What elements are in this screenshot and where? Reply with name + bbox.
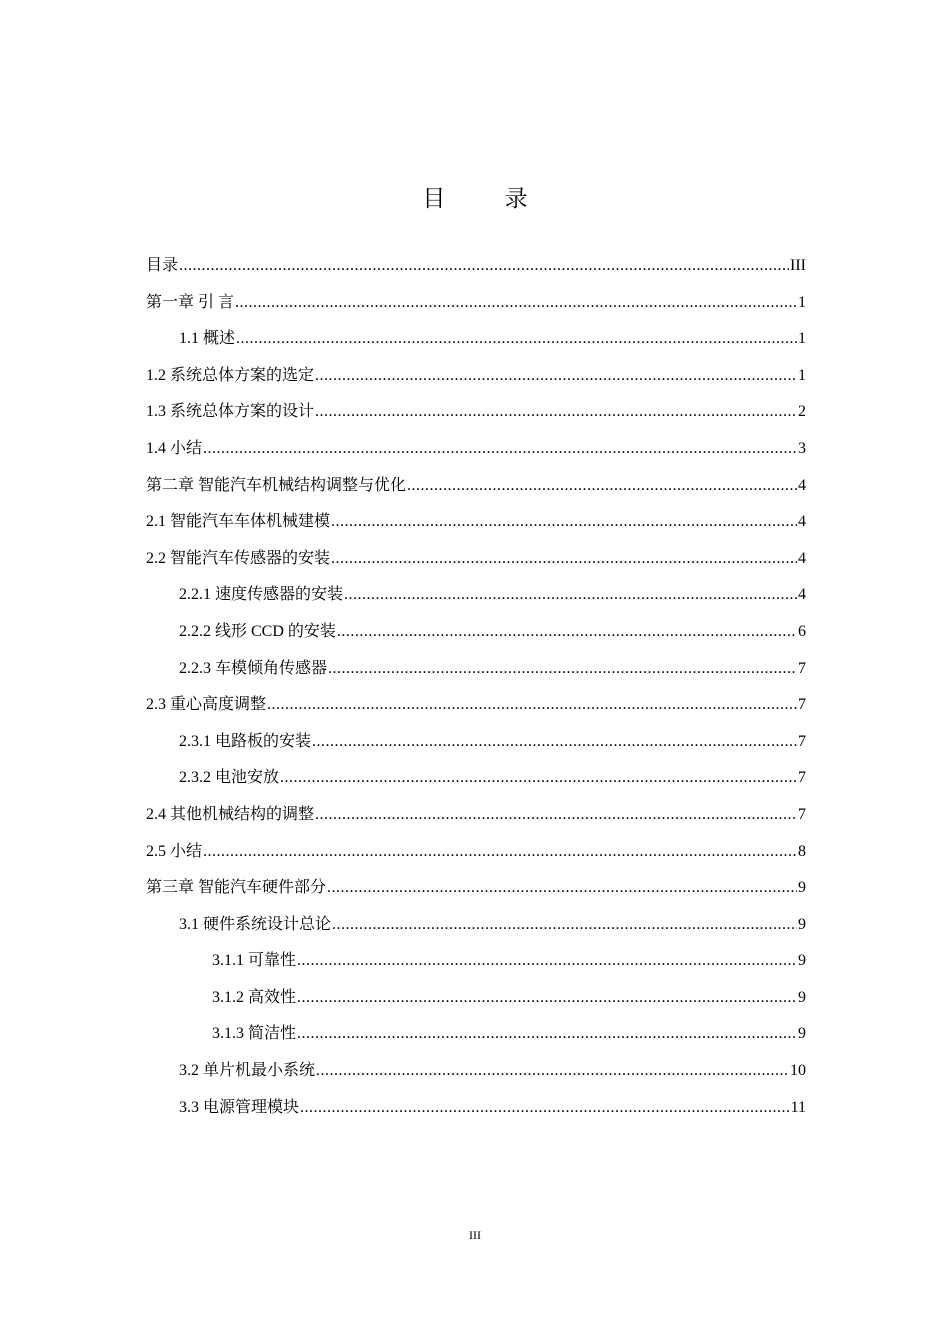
toc-entry-label: 3.1.1 可靠性 — [212, 952, 297, 970]
toc-entry-page: 1 — [798, 293, 806, 311]
toc-dot-leader — [316, 1053, 789, 1090]
toc-entry[interactable] — [146, 358, 806, 395]
toc-entry[interactable] — [146, 980, 806, 1017]
toc-entry-label: 2.4 其他机械结构的调整 — [146, 805, 315, 823]
toc-entry-label: 2.5 小结 — [146, 842, 203, 860]
toc-entry-label: 2.1 智能汽车车体机械建模 — [146, 513, 331, 531]
toc-entry-page: 9 — [798, 952, 806, 970]
toc-entry-page: 2 — [798, 403, 806, 421]
toc-entry[interactable] — [146, 1090, 806, 1127]
toc-entry-page: 9 — [798, 879, 806, 897]
toc-entry-page: 7 — [798, 696, 806, 714]
toc-entry[interactable] — [146, 541, 806, 578]
toc-entry-page: 3 — [798, 439, 806, 457]
toc-dot-leader — [332, 907, 797, 944]
toc-entry[interactable] — [146, 614, 806, 651]
toc-entry[interactable] — [146, 504, 806, 541]
toc-dot-leader — [235, 285, 797, 322]
toc-entry-page: 1 — [798, 330, 806, 348]
table-of-contents — [146, 248, 806, 1126]
toc-dot-leader — [267, 687, 797, 724]
toc-entry-label: 1.1 概述 — [179, 330, 236, 348]
toc-entry-page: 10 — [790, 1062, 806, 1080]
toc-entry-label: 2.2.1 速度传感器的安装 — [179, 586, 344, 604]
toc-dot-leader — [407, 468, 797, 505]
toc-entry[interactable] — [146, 834, 806, 871]
toc-entry-label: 1.2 系统总体方案的选定 — [146, 366, 315, 384]
toc-dot-leader — [312, 724, 797, 761]
toc-entry-page: 1 — [798, 366, 806, 384]
toc-entry[interactable] — [146, 468, 806, 505]
toc-entry-label: 3.2 单片机最小系统 — [179, 1062, 316, 1080]
toc-entry-page: 7 — [798, 732, 806, 750]
toc-dot-leader — [297, 1016, 797, 1053]
toc-entry[interactable] — [146, 285, 806, 322]
toc-entry[interactable] — [146, 651, 806, 688]
toc-entry-page: 7 — [798, 805, 806, 823]
toc-dot-leader — [331, 504, 797, 541]
toc-entry[interactable] — [146, 907, 806, 944]
toc-entry[interactable] — [146, 577, 806, 614]
toc-entry[interactable] — [146, 797, 806, 834]
toc-entry-label: 3.1 硬件系统设计总论 — [179, 915, 332, 933]
toc-dot-leader — [297, 980, 797, 1017]
toc-entry[interactable] — [146, 431, 806, 468]
toc-entry[interactable] — [146, 943, 806, 980]
toc-dot-leader — [300, 1090, 790, 1127]
toc-entry-label: 2.3 重心高度调整 — [146, 696, 267, 714]
toc-entry-label: 第三章 智能汽车硬件部分 — [146, 879, 327, 897]
toc-entry-page: 9 — [798, 1025, 806, 1043]
toc-dot-leader — [297, 943, 797, 980]
toc-entry-label: 2.3.2 电池安放 — [179, 769, 280, 787]
toc-entry[interactable] — [146, 687, 806, 724]
toc-dot-leader — [315, 797, 797, 834]
toc-entry-page: III — [790, 257, 806, 274]
toc-dot-leader — [203, 834, 797, 871]
toc-entry-label: 2.2.3 车模倾角传感器 — [179, 659, 328, 677]
toc-entry-page: 4 — [798, 513, 806, 531]
toc-entry-label: 1.4 小结 — [146, 439, 203, 457]
toc-dot-leader — [337, 614, 797, 651]
toc-entry[interactable] — [146, 724, 806, 761]
toc-entry-label: 1.3 系统总体方案的设计 — [146, 403, 315, 421]
toc-entry-page: 11 — [790, 1098, 806, 1116]
toc-entry-label: 2.2.2 线形 CCD 的安装 — [179, 622, 336, 640]
toc-entry-page: 4 — [798, 549, 806, 567]
toc-entry-page: 4 — [798, 586, 806, 604]
toc-dot-leader — [328, 651, 797, 688]
toc-entry-label: 3.1.3 简洁性 — [212, 1025, 297, 1043]
toc-entry[interactable] — [146, 321, 806, 358]
toc-dot-leader — [315, 358, 797, 395]
toc-entry-page: 4 — [798, 476, 806, 494]
toc-entry-page: 7 — [798, 659, 806, 677]
toc-entry[interactable] — [146, 1053, 806, 1090]
toc-entry-label: 第二章 智能汽车机械结构调整与优化 — [146, 476, 407, 494]
toc-entry-label: 3.1.2 高效性 — [212, 988, 297, 1006]
toc-dot-leader — [236, 321, 797, 358]
toc-entry-label: 目录 — [146, 257, 179, 274]
toc-dot-leader — [344, 577, 797, 614]
page-title: 目 录 — [422, 186, 554, 212]
toc-entry-label: 第一章 引 言 — [146, 293, 235, 311]
toc-entry-page: 8 — [798, 842, 806, 860]
toc-entry-page: 9 — [798, 915, 806, 933]
toc-entry-label: 2.3.1 电路板的安装 — [179, 732, 312, 750]
toc-entry-page: 9 — [798, 988, 806, 1006]
toc-entry[interactable] — [146, 248, 806, 285]
toc-entry-label: 2.2 智能汽车传感器的安装 — [146, 549, 331, 567]
toc-entry[interactable] — [146, 870, 806, 907]
toc-entry[interactable] — [146, 760, 806, 797]
toc-dot-leader — [280, 760, 797, 797]
toc-dot-leader — [203, 431, 797, 468]
toc-entry-page: 6 — [798, 622, 806, 640]
page-footer-number: III — [469, 1228, 481, 1242]
toc-entry[interactable] — [146, 1016, 806, 1053]
toc-entry-page: 7 — [798, 769, 806, 787]
toc-dot-leader — [315, 394, 797, 431]
toc-dot-leader — [331, 541, 797, 578]
toc-dot-leader — [179, 248, 789, 285]
toc-dot-leader — [327, 870, 797, 907]
toc-entry-label: 3.3 电源管理模块 — [179, 1098, 300, 1116]
toc-entry[interactable] — [146, 394, 806, 431]
